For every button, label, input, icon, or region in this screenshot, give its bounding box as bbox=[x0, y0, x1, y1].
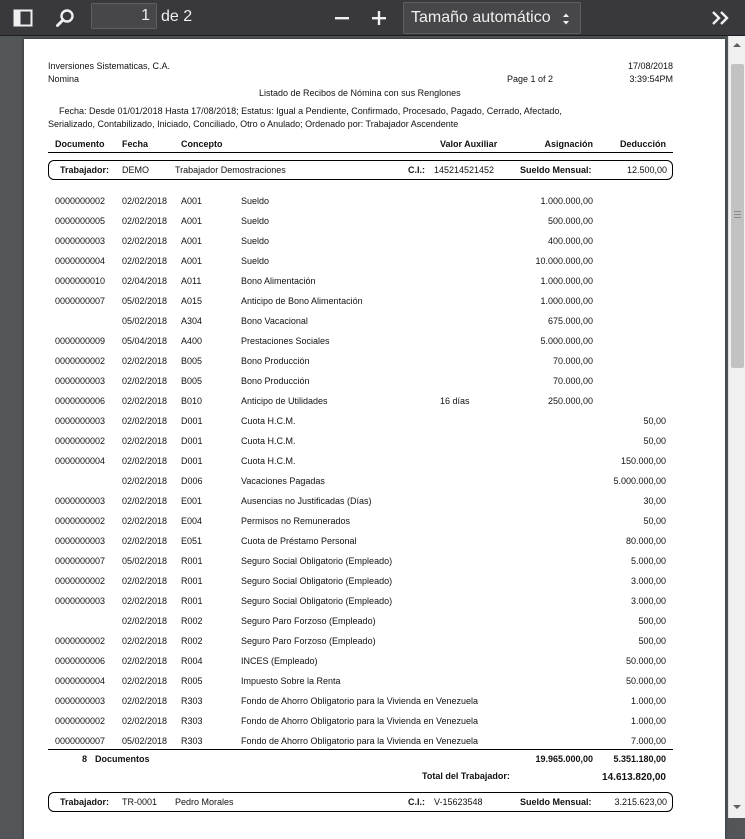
row-asignacion: 400.000,00 bbox=[547, 236, 593, 246]
worker-code: DEMO bbox=[122, 165, 149, 175]
doc-count: 8 bbox=[82, 754, 88, 764]
row-fecha: 02/02/2018 bbox=[122, 636, 168, 646]
row-concepto-desc: Sueldo bbox=[241, 216, 270, 226]
row-concepto-code: D001 bbox=[181, 436, 203, 446]
row-concepto-desc: Cuota de Préstamo Personal bbox=[241, 536, 357, 546]
row-concepto-desc: Seguro Social Obligatorio (Empleado) bbox=[241, 596, 393, 606]
row-documento: 0000000002 bbox=[55, 196, 106, 206]
row-fecha: 02/02/2018 bbox=[122, 196, 168, 206]
worker-salary-label: Sueldo Mensual: bbox=[520, 165, 592, 175]
asignacion-total: 19.965.000,00 bbox=[535, 754, 593, 764]
row-fecha: 02/02/2018 bbox=[122, 696, 168, 706]
zoom-select[interactable] bbox=[403, 2, 581, 34]
row-documento: 0000000003 bbox=[55, 536, 106, 546]
row-documento: 0000000006 bbox=[55, 396, 106, 406]
report-parameters bbox=[48, 105, 673, 131]
col-header-documento: Documento bbox=[55, 139, 105, 149]
table-row bbox=[24, 552, 725, 572]
row-concepto-code: A001 bbox=[181, 256, 203, 266]
row-concepto-code: R002 bbox=[181, 616, 203, 626]
row-documento: 0000000002 bbox=[55, 516, 106, 526]
row-concepto-desc: INCES (Empleado) bbox=[241, 656, 318, 666]
row-deduccion: 80.000,00 bbox=[625, 536, 666, 546]
row-fecha: 02/02/2018 bbox=[122, 236, 168, 246]
row-documento: 0000000007 bbox=[55, 556, 106, 566]
module-name: Nomina bbox=[48, 74, 80, 84]
row-deduccion: 50,00 bbox=[643, 416, 666, 426]
row-asignacion: 1.000.000,00 bbox=[540, 196, 593, 206]
row-concepto-code: E004 bbox=[181, 516, 203, 526]
row-documento: 0000000002 bbox=[55, 576, 106, 586]
document-viewer bbox=[0, 36, 745, 818]
row-deduccion: 500,00 bbox=[638, 636, 666, 646]
row-concepto-desc: Cuota H.C.M. bbox=[241, 456, 296, 466]
scroll-down-arrow-icon[interactable] bbox=[732, 802, 742, 812]
row-concepto-code: R303 bbox=[181, 716, 203, 726]
worker-box-2 bbox=[48, 792, 673, 812]
row-deduccion: 3.000,00 bbox=[630, 596, 666, 606]
row-concepto-desc: Impuesto Sobre la Renta bbox=[241, 676, 341, 686]
row-concepto-code: R001 bbox=[181, 596, 203, 606]
worker-name: Trabajador Demostraciones bbox=[175, 165, 286, 175]
row-fecha: 05/02/2018 bbox=[122, 736, 168, 746]
scrollbar-thumb[interactable] bbox=[731, 64, 744, 368]
row-fecha: 02/04/2018 bbox=[122, 276, 168, 286]
report-time: 3:39:54PM bbox=[629, 74, 673, 84]
row-fecha: 02/02/2018 bbox=[122, 256, 168, 266]
row-asignacion: 5.000.000,00 bbox=[540, 336, 593, 346]
row-fecha: 02/02/2018 bbox=[122, 456, 168, 466]
row-fecha: 02/02/2018 bbox=[122, 476, 168, 486]
tools-menu-button[interactable] bbox=[706, 4, 736, 32]
params-line-2: Serializado, Contabilizado, Iniciado, Conciliado, Otro o Anulado; Ordenado por: Trabajador Ascendente bbox=[48, 119, 459, 129]
table-row bbox=[24, 452, 725, 472]
row-documento: 0000000010 bbox=[55, 276, 106, 286]
table-row bbox=[24, 292, 725, 312]
row-concepto-desc: Seguro Paro Forzoso (Empleado) bbox=[241, 616, 376, 626]
row-fecha: 02/02/2018 bbox=[122, 716, 168, 726]
row-concepto-desc: Sueldo bbox=[241, 236, 270, 246]
row-concepto-desc: Bono Vacacional bbox=[241, 316, 308, 326]
row-concepto-desc: Anticipo de Utilidades bbox=[241, 396, 328, 406]
row-fecha: 02/02/2018 bbox=[122, 676, 168, 686]
row-concepto-desc: Anticipo de Bono Alimentación bbox=[241, 296, 363, 306]
worker-salary: 12.500,00 bbox=[626, 165, 667, 175]
minus-icon bbox=[334, 10, 350, 26]
row-concepto-desc: Cuota H.C.M. bbox=[241, 416, 296, 426]
row-deduccion: 50,00 bbox=[643, 436, 666, 446]
row-documento: 0000000002 bbox=[55, 356, 106, 366]
doc-count-label: Documentos bbox=[95, 754, 150, 764]
row-documento: 0000000007 bbox=[55, 296, 106, 306]
row-fecha: 02/02/2018 bbox=[122, 216, 168, 226]
row-deduccion: 150.000,00 bbox=[620, 456, 666, 466]
table-row bbox=[24, 332, 725, 352]
page-indicator: Page 1 of 2 bbox=[507, 74, 554, 84]
col-header-asignacion: Asignación bbox=[544, 139, 593, 149]
scroll-up-arrow-icon[interactable] bbox=[732, 40, 742, 50]
row-concepto-code: R004 bbox=[181, 656, 203, 666]
find-button[interactable] bbox=[52, 4, 78, 32]
worker-2-code: TR-0001 bbox=[122, 797, 158, 807]
table-row bbox=[24, 432, 725, 452]
row-concepto-code: A304 bbox=[181, 316, 203, 326]
scroll-grip-line bbox=[734, 214, 741, 215]
sidebar-toggle-button[interactable] bbox=[10, 4, 36, 32]
row-asignacion: 70.000,00 bbox=[552, 356, 593, 366]
row-deduccion: 5.000.000,00 bbox=[613, 476, 666, 486]
row-concepto-desc: Fondo de Ahorro Obligatorio para la Vivienda en Venezuela bbox=[241, 736, 479, 746]
table-row bbox=[24, 192, 725, 212]
row-documento: 0000000004 bbox=[55, 676, 106, 686]
worker-2-salary: 3.215.623,00 bbox=[614, 797, 667, 807]
row-concepto-code: R005 bbox=[181, 676, 203, 686]
row-concepto-desc: Fondo de Ahorro Obligatorio para la Vivienda en Venezuela bbox=[241, 696, 479, 706]
row-deduccion: 30,00 bbox=[643, 496, 666, 506]
table-row bbox=[24, 372, 725, 392]
params-line-1: Fecha: Desde 01/01/2018 Hasta 17/08/2018; Estatus: Igual a Pendiente, Confirmado, Procesado, Pagado, Cerrado, Afectado, bbox=[59, 106, 562, 116]
row-concepto-desc: Sueldo bbox=[241, 196, 270, 206]
row-fecha: 05/02/2018 bbox=[122, 556, 168, 566]
row-documento: 0000000003 bbox=[55, 236, 106, 246]
page-count-label: de 2 bbox=[161, 8, 193, 25]
row-fecha: 02/02/2018 bbox=[122, 436, 168, 446]
row-concepto-desc: Bono Producción bbox=[241, 376, 310, 386]
row-documento: 0000000002 bbox=[55, 716, 106, 726]
row-documento: 0000000002 bbox=[55, 636, 106, 646]
table-row bbox=[24, 232, 725, 252]
search-icon bbox=[55, 8, 75, 28]
pdf-toolbar bbox=[0, 0, 745, 36]
row-concepto-code: A001 bbox=[181, 236, 203, 246]
table-row bbox=[24, 312, 725, 332]
row-documento: 0000000003 bbox=[55, 416, 106, 426]
worker-2-label: Trabajador: bbox=[60, 797, 110, 807]
worker-ci-label: C.I.: bbox=[408, 165, 425, 175]
col-header-valor-auxiliar: Valor Auxiliar bbox=[440, 139, 498, 149]
table-row bbox=[24, 692, 725, 712]
row-documento: 0000000004 bbox=[55, 256, 106, 266]
row-documento: 0000000003 bbox=[55, 376, 106, 386]
row-concepto-desc: Bono Alimentación bbox=[241, 276, 316, 286]
row-deduccion: 1.000,00 bbox=[630, 696, 666, 706]
table-row bbox=[24, 472, 725, 492]
table-row bbox=[24, 212, 725, 232]
row-concepto-code: B005 bbox=[181, 356, 203, 366]
row-fecha: 02/02/2018 bbox=[122, 376, 168, 386]
zoom-out-button[interactable] bbox=[329, 4, 355, 32]
worker-total-label: Total del Trabajador: bbox=[422, 771, 510, 781]
worker-2-ci-label: C.I.: bbox=[408, 797, 425, 807]
plus-icon bbox=[371, 10, 387, 26]
totals-rule bbox=[48, 749, 673, 750]
col-header-concepto: Concepto bbox=[181, 139, 223, 149]
row-concepto-code: B010 bbox=[181, 396, 203, 406]
table-row bbox=[24, 712, 725, 732]
row-concepto-desc: Bono Producción bbox=[241, 356, 310, 366]
row-concepto-desc: Seguro Paro Forzoso (Empleado) bbox=[241, 636, 376, 646]
row-documento: 0000000004 bbox=[55, 456, 106, 466]
row-deduccion: 3.000,00 bbox=[630, 576, 666, 586]
worker-label: Trabajador: bbox=[60, 165, 110, 175]
table-row bbox=[24, 352, 725, 372]
table-row bbox=[24, 512, 725, 532]
col-header-fecha: Fecha bbox=[122, 139, 149, 149]
row-concepto-code: D001 bbox=[181, 456, 203, 466]
table-row bbox=[24, 652, 725, 672]
table-row bbox=[24, 612, 725, 632]
header-rule bbox=[48, 152, 673, 153]
row-concepto-desc: Cuota H.C.M. bbox=[241, 436, 296, 446]
row-documento: 0000000005 bbox=[55, 216, 106, 226]
page-number-input[interactable]: 1 bbox=[91, 3, 157, 29]
vertical-scrollbar[interactable] bbox=[728, 36, 745, 818]
row-concepto-code: D006 bbox=[181, 476, 203, 486]
row-fecha: 02/02/2018 bbox=[122, 496, 168, 506]
row-fecha: 05/02/2018 bbox=[122, 316, 168, 326]
row-concepto-code: R001 bbox=[181, 576, 203, 586]
row-concepto-desc: Permisos no Remunerados bbox=[241, 516, 351, 526]
row-deduccion: 50.000,00 bbox=[625, 656, 666, 666]
pdf-page bbox=[24, 39, 725, 839]
row-deduccion: 1.000,00 bbox=[630, 716, 666, 726]
row-deduccion: 50,00 bbox=[643, 516, 666, 526]
row-concepto-desc: Prestaciones Sociales bbox=[241, 336, 330, 346]
updown-arrows-icon bbox=[562, 12, 570, 26]
row-concepto-desc: Sueldo bbox=[241, 256, 270, 266]
report-date: 17/08/2018 bbox=[627, 61, 673, 71]
worker-box bbox=[48, 160, 673, 180]
row-deduccion: 7.000,00 bbox=[630, 736, 666, 746]
row-fecha: 02/02/2018 bbox=[122, 616, 168, 626]
table-row bbox=[24, 412, 725, 432]
row-valor-auxiliar: 16 días bbox=[440, 396, 470, 406]
row-documento: 0000000009 bbox=[55, 336, 106, 346]
deduccion-total: 5.351.180,00 bbox=[613, 754, 666, 764]
row-deduccion: 500,00 bbox=[638, 616, 666, 626]
row-concepto-code: R303 bbox=[181, 696, 203, 706]
row-fecha: 02/02/2018 bbox=[122, 516, 168, 526]
report-title: Listado de Recibos de Nómina con sus Renglones bbox=[259, 88, 461, 98]
row-documento: 0000000002 bbox=[55, 436, 106, 446]
row-deduccion: 50.000,00 bbox=[625, 676, 666, 686]
row-concepto-desc: Seguro Social Obligatorio (Empleado) bbox=[241, 556, 393, 566]
table-row bbox=[24, 672, 725, 692]
scroll-grip-line bbox=[734, 211, 741, 212]
row-documento: 0000000007 bbox=[55, 736, 106, 746]
row-fecha: 02/02/2018 bbox=[122, 576, 168, 586]
worker-total: 14.613.820,00 bbox=[602, 772, 666, 783]
worker-2-salary-label: Sueldo Mensual: bbox=[520, 797, 592, 807]
row-concepto-desc: Seguro Social Obligatorio (Empleado) bbox=[241, 576, 393, 586]
row-concepto-code: D001 bbox=[181, 416, 203, 426]
row-asignacion: 675.000,00 bbox=[547, 316, 593, 326]
row-deduccion: 5.000,00 bbox=[630, 556, 666, 566]
table-row bbox=[24, 532, 725, 552]
double-chevron-right-icon bbox=[711, 10, 731, 26]
table-row bbox=[24, 272, 725, 292]
worker-2-ci: V-15623548 bbox=[434, 797, 483, 807]
row-asignacion: 1.000.000,00 bbox=[540, 276, 593, 286]
row-concepto-code: B005 bbox=[181, 376, 203, 386]
row-concepto-code: E001 bbox=[181, 496, 203, 506]
row-concepto-code: A001 bbox=[181, 216, 203, 226]
table-row bbox=[24, 492, 725, 512]
row-asignacion: 1.000.000,00 bbox=[540, 296, 593, 306]
row-concepto-code: A001 bbox=[181, 196, 203, 206]
table-row bbox=[24, 572, 725, 592]
row-fecha: 02/02/2018 bbox=[122, 596, 168, 606]
row-asignacion: 250.000,00 bbox=[547, 396, 593, 406]
row-concepto-code: A011 bbox=[181, 276, 202, 286]
row-concepto-code: R001 bbox=[181, 556, 203, 566]
row-asignacion: 500.000,00 bbox=[547, 216, 593, 226]
worker-2-name: Pedro Morales bbox=[175, 797, 234, 807]
worker-ci: 145214521452 bbox=[434, 165, 495, 175]
table-row bbox=[24, 252, 725, 272]
row-documento: 0000000006 bbox=[55, 656, 106, 666]
row-concepto-desc: Ausencias no Justificadas (Días) bbox=[241, 496, 372, 506]
row-documento: 0000000003 bbox=[55, 596, 106, 606]
row-concepto-code: R303 bbox=[181, 736, 203, 746]
row-concepto-code: R002 bbox=[181, 636, 203, 646]
col-header-deduccion: Deducción bbox=[619, 139, 666, 149]
row-documento: 0000000003 bbox=[55, 496, 106, 506]
scroll-grip-line bbox=[734, 217, 741, 218]
row-concepto-code: A015 bbox=[181, 296, 203, 306]
row-concepto-desc: Vacaciones Pagadas bbox=[241, 476, 325, 486]
row-fecha: 02/02/2018 bbox=[122, 536, 168, 546]
sidebar-icon bbox=[13, 9, 33, 27]
row-concepto-code: A400 bbox=[181, 336, 203, 346]
zoom-in-button[interactable] bbox=[366, 4, 392, 32]
row-asignacion: 70.000,00 bbox=[552, 376, 593, 386]
row-concepto-code: E051 bbox=[181, 536, 203, 546]
row-concepto-desc: Fondo de Ahorro Obligatorio para la Vivienda en Venezuela bbox=[241, 716, 479, 726]
row-fecha: 05/02/2018 bbox=[122, 296, 168, 306]
company-name: Inversiones Sistematicas, C.A. bbox=[48, 61, 171, 71]
row-fecha: 02/02/2018 bbox=[122, 356, 168, 366]
zoom-select-value: Tamaño automático bbox=[411, 9, 551, 26]
row-fecha: 02/02/2018 bbox=[122, 396, 168, 406]
table-row bbox=[24, 392, 725, 412]
row-fecha: 02/02/2018 bbox=[122, 416, 168, 426]
row-asignacion: 10.000.000,00 bbox=[535, 256, 593, 266]
table-row bbox=[24, 592, 725, 612]
table-row bbox=[24, 632, 725, 652]
row-fecha: 05/04/2018 bbox=[122, 336, 168, 346]
row-fecha: 02/02/2018 bbox=[122, 656, 168, 666]
row-documento: 0000000003 bbox=[55, 696, 106, 706]
